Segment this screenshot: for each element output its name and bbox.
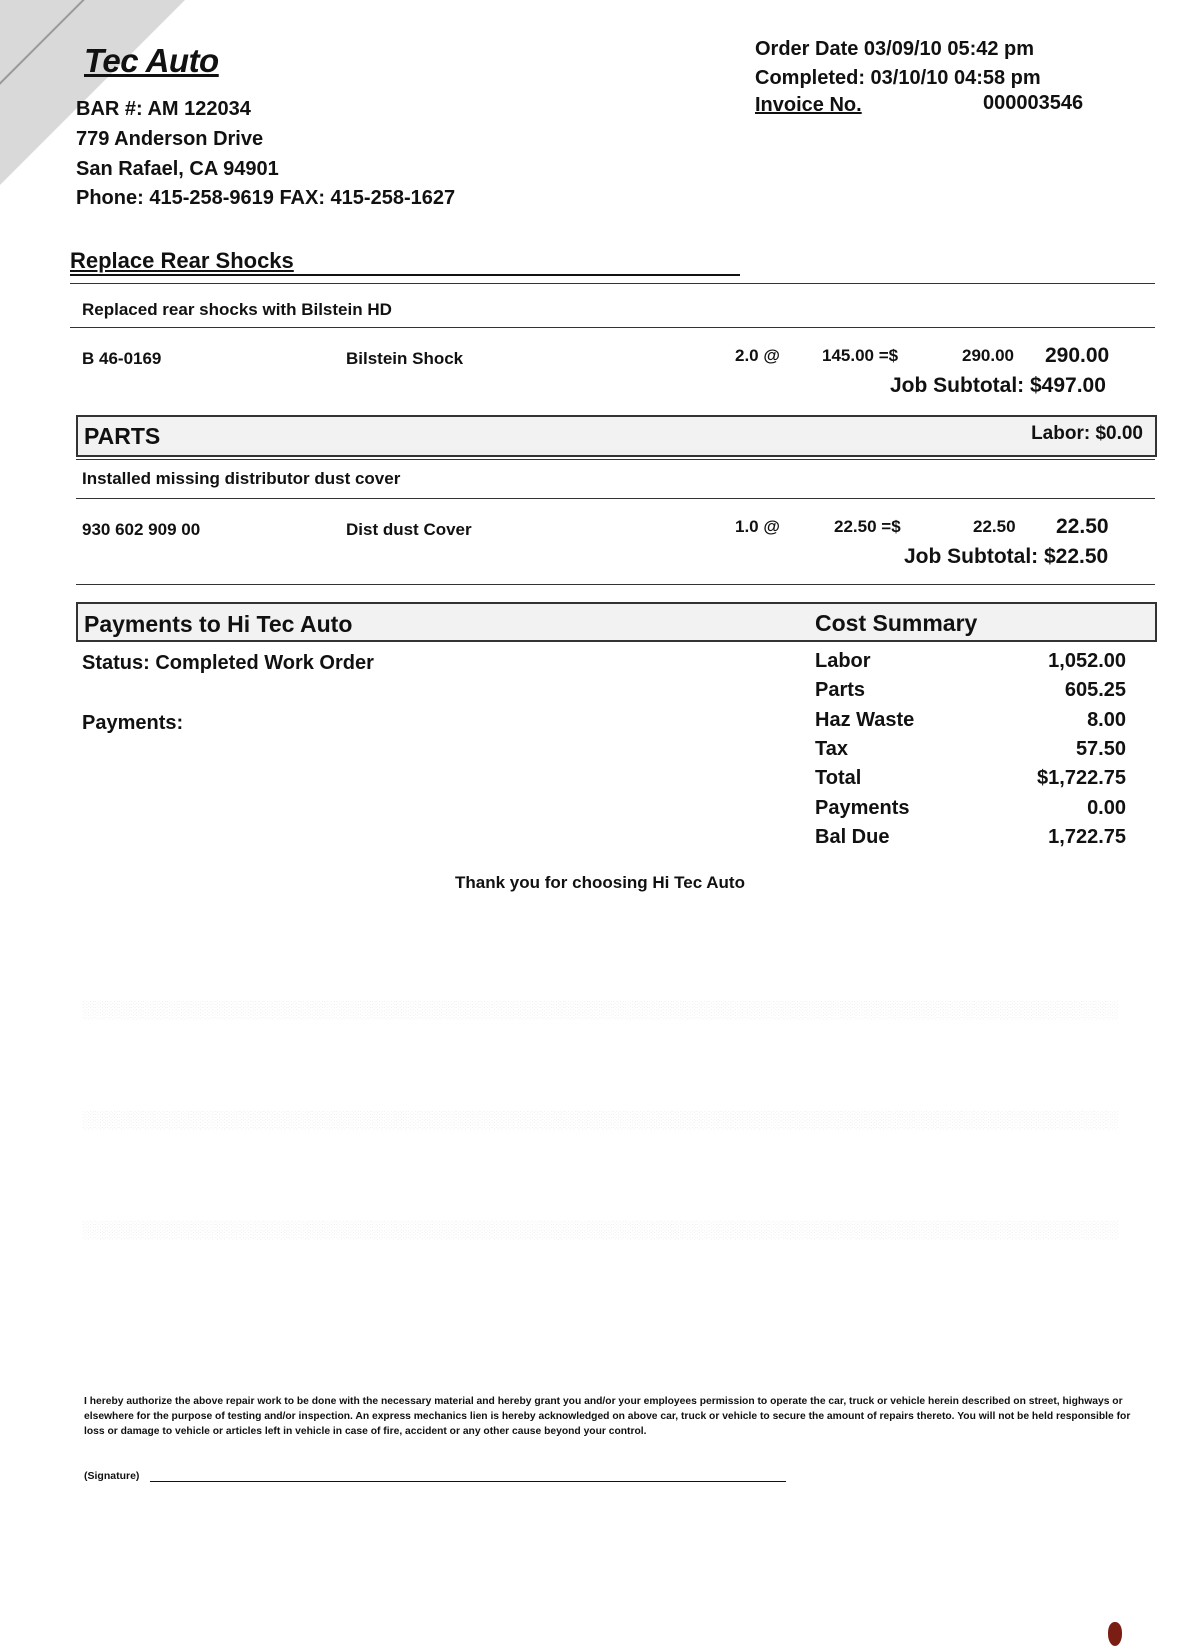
invoice-number: 000003546	[983, 92, 1084, 114]
signature-label: (Signature)	[84, 1470, 140, 1482]
show-through-bleed: ░░░░░░░░░░░░░░░░░░░░░░░░░░░░░░░░░░░░░░░░░░░░░░░░░░░░░░░░░░░░░░░░░░░░░░░░░░░░░░░░░░░░░░	[82, 1220, 1118, 1239]
part-extended-price: 22.50	[973, 517, 1016, 536]
parts-title: PARTS	[84, 423, 161, 449]
summary-label-labor: Labor	[815, 650, 871, 672]
summary-value-tax: 57.50	[1075, 738, 1126, 760]
summary-label-haz-waste: Haz Waste	[815, 709, 915, 731]
part-quantity: 2.0 @	[735, 346, 780, 365]
show-through-bleed: ░░░░░░░░░░░░░░░░░░░░░░░░░░░░░░░░░░░░░░░░░░░░░░░░░░░░░░░░░░░░░░░░░░░░░░░░░░░░░░░░░░░░░░	[82, 1000, 1118, 1019]
divider	[70, 283, 1155, 284]
part-unit-price: 145.00 =$	[822, 346, 899, 365]
part-unit-price: 22.50 =$	[834, 517, 901, 536]
address-line-1: 779 Anderson Drive	[76, 128, 264, 150]
payments-title: Payments to Hi Tec Auto	[84, 611, 353, 637]
company-name: Tec Auto	[84, 42, 219, 79]
order-date: Order Date 03/09/10 05:42 pm	[755, 38, 1035, 60]
parts-subtotal: Job Subtotal: $22.50	[904, 545, 1109, 568]
job-title: Replace Rear Shocks	[70, 248, 294, 273]
payments-label: Payments:	[82, 712, 184, 734]
phone-fax: Phone: 415-258-9619 FAX: 415-258-1627	[76, 187, 456, 209]
summary-value-bal-due: 1,722.75	[1048, 826, 1126, 848]
work-order-status: Status: Completed Work Order	[82, 652, 374, 674]
summary-label-parts: Parts	[815, 679, 866, 701]
bar-number: BAR #: AM 122034	[76, 98, 251, 120]
invoice-label: Invoice No.	[755, 94, 862, 116]
part-quantity: 1.0 @	[735, 517, 780, 536]
part-total: 22.50	[1056, 515, 1109, 538]
divider	[76, 459, 1155, 460]
parts-description: Installed missing distributor dust cover	[82, 469, 401, 488]
signature-line	[150, 1481, 786, 1482]
divider	[76, 498, 1155, 499]
job-subtotal: Job Subtotal: $497.00	[890, 374, 1106, 397]
summary-value-parts: 605.25	[1064, 679, 1126, 701]
part-description: Bilstein Shock	[346, 349, 464, 368]
summary-value-total: $1,722.75	[1037, 767, 1126, 789]
parts-labor: Labor: $0.00	[1031, 423, 1143, 444]
summary-value-labor: 1,052.00	[1048, 650, 1126, 672]
completed-date: Completed: 03/10/10 04:58 pm	[755, 67, 1041, 89]
summary-value-haz-waste: 8.00	[1087, 709, 1126, 731]
divider	[76, 584, 1155, 585]
job-title-underline	[70, 274, 740, 276]
part-description: Dist dust Cover	[346, 520, 472, 539]
part-number: 930 602 909 00	[82, 520, 201, 539]
part-extended-price: 290.00	[962, 346, 1014, 365]
summary-label-payments: Payments	[815, 797, 910, 819]
payments-header-box	[76, 602, 1157, 642]
ink-smudge	[1108, 1622, 1122, 1646]
job-description: Replaced rear shocks with Bilstein HD	[82, 300, 392, 319]
part-total: 290.00	[1045, 344, 1110, 367]
summary-label-tax: Tax	[815, 738, 848, 760]
summary-label-bal-due: Bal Due	[815, 826, 890, 848]
summary-value-payments: 0.00	[1087, 797, 1126, 819]
address-line-2: San Rafael, CA 94901	[76, 158, 279, 180]
divider	[70, 327, 1155, 328]
summary-label-total: Total	[815, 767, 862, 789]
show-through-bleed: ░░░░░░░░░░░░░░░░░░░░░░░░░░░░░░░░░░░░░░░░░░░░░░░░░░░░░░░░░░░░░░░░░░░░░░░░░░░░░░░░░░░░░░	[82, 1110, 1118, 1129]
thank-you-message: Thank you for choosing Hi Tec Auto	[455, 873, 745, 892]
part-number: B 46-0169	[82, 349, 162, 368]
authorization-text: I hereby authorize the above repair work to be done with the necessary material and hereby grant you and/or your employees permission to operate the car, truck or vehicle herein described on street, highways or elsewhere for the purpose of testing and/or inspection. An express mechanics lien is hereby acknowledged on above car, truck or vehicle to secure the amount of repairs thereto. You will not be held responsible for loss or damage to vehicle or articles left in vehicle in case of fire, accident or any other cause beyond your control.	[84, 1396, 1131, 1437]
cost-summary-title: Cost Summary	[815, 610, 978, 636]
parts-header-box	[76, 415, 1157, 457]
